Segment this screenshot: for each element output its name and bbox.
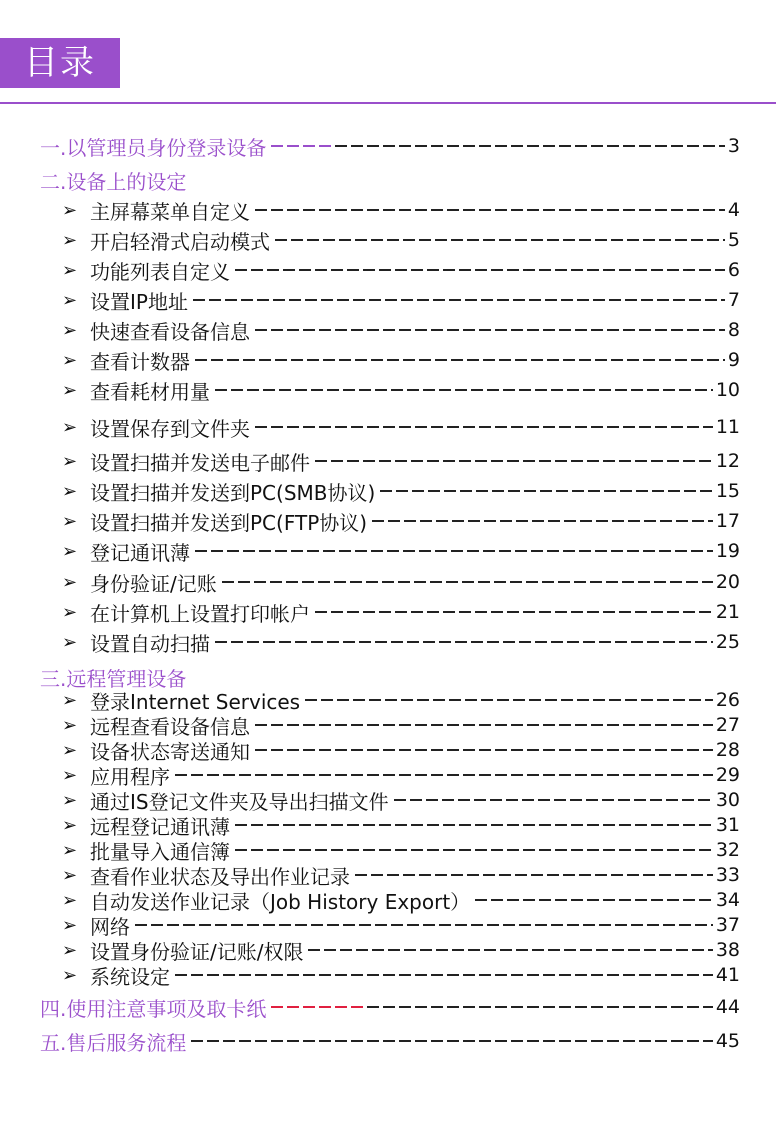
arrow-bullet-icon: ➢ (62, 319, 78, 341)
dotted-leader (315, 611, 713, 613)
page-number: 33 (715, 864, 740, 886)
toc-item[interactable] (0, 317, 740, 343)
dotted-leader (215, 641, 713, 643)
arrow-bullet-icon: ➢ (62, 889, 78, 911)
toc-item[interactable] (0, 762, 740, 788)
page-title: 目录 (0, 38, 120, 88)
toc-item[interactable] (0, 862, 740, 888)
toc-label: 设置自动扫描 (90, 631, 210, 656)
page-number: 6 (727, 259, 740, 281)
arrow-bullet-icon: ➢ (62, 450, 78, 472)
toc-item[interactable] (0, 629, 740, 655)
dotted-leader (215, 389, 713, 391)
toc-item[interactable] (0, 937, 740, 963)
toc-section[interactable] (0, 167, 740, 193)
dotted-leader (475, 899, 713, 901)
dotted-leader (191, 1040, 712, 1042)
toc-item[interactable] (0, 414, 740, 440)
arrow-bullet-icon: ➢ (62, 510, 78, 532)
toc-item[interactable] (0, 448, 740, 474)
dotted-leader (235, 269, 725, 271)
page-number: 10 (715, 379, 740, 401)
toc-label: 设备上的设定 (66, 169, 187, 194)
dotted-leader (255, 724, 713, 726)
page-number: 31 (715, 814, 740, 836)
page-number: 12 (715, 450, 740, 472)
arrow-bullet-icon: ➢ (62, 739, 78, 761)
toc-label: 快速查看设备信息 (90, 319, 250, 344)
toc-label: 设置扫描并发送到PC(SMB协议) (90, 480, 376, 505)
page-number: 5 (727, 229, 740, 251)
toc-item[interactable] (0, 377, 740, 403)
toc-label: 查看计数器 (90, 349, 190, 374)
dotted-leader (235, 849, 713, 851)
toc-label: 设备状态寄送通知 (90, 739, 250, 764)
page-number: 9 (727, 349, 740, 371)
page-number: 29 (715, 764, 740, 786)
dotted-leader (394, 799, 713, 801)
dotted-leader (255, 426, 713, 428)
arrow-bullet-icon: ➢ (62, 789, 78, 811)
toc-section[interactable] (0, 1028, 740, 1054)
toc-label: 远程查看设备信息 (90, 714, 250, 739)
toc-item[interactable] (0, 287, 740, 313)
page-number: 15 (715, 480, 740, 502)
dotted-leader (271, 145, 725, 147)
page-number: 17 (715, 510, 740, 532)
toc-item[interactable] (0, 887, 740, 913)
toc-item[interactable] (0, 508, 740, 534)
arrow-bullet-icon: ➢ (62, 939, 78, 961)
arrow-bullet-icon: ➢ (62, 540, 78, 562)
toc-item[interactable] (0, 347, 740, 373)
page-number: 27 (715, 714, 740, 736)
toc-label: 主屏幕菜单自定义 (90, 199, 250, 224)
page-number: 8 (727, 319, 740, 341)
toc-item[interactable] (0, 569, 740, 595)
page-number: 34 (715, 889, 740, 911)
toc-item[interactable] (0, 837, 740, 863)
toc-item[interactable] (0, 962, 740, 988)
arrow-bullet-icon: ➢ (62, 229, 78, 251)
dotted-leader (271, 1006, 712, 1008)
page-number: 19 (715, 540, 740, 562)
page-number: 20 (715, 571, 740, 593)
page-number: 21 (715, 601, 740, 623)
toc-label: 设置扫描并发送电子邮件 (90, 450, 310, 475)
page-number: 28 (715, 739, 740, 761)
title-divider (0, 102, 776, 104)
toc-label: 应用程序 (90, 764, 170, 789)
toc-label: 查看作业状态及导出作业记录 (90, 864, 350, 889)
page-number: 37 (715, 914, 740, 936)
section-number: 二. (40, 169, 67, 194)
toc-item[interactable] (0, 197, 740, 223)
page-number: 7 (727, 289, 740, 311)
dotted-leader (193, 299, 725, 301)
toc-label: 登记通讯薄 (90, 540, 190, 565)
arrow-bullet-icon: ➢ (62, 480, 78, 502)
dotted-leader (255, 209, 725, 211)
toc-label: 以管理员身份登录设备 (66, 135, 267, 160)
dotted-leader (195, 359, 725, 361)
arrow-bullet-icon: ➢ (62, 199, 78, 221)
toc-section[interactable] (0, 994, 740, 1020)
toc-label: 售后服务流程 (66, 1030, 187, 1055)
leader-accent (271, 1006, 367, 1008)
toc-section[interactable] (0, 133, 740, 159)
toc-item[interactable] (0, 257, 740, 283)
toc-item[interactable] (0, 912, 740, 938)
dotted-leader (175, 974, 713, 976)
dotted-leader (355, 874, 713, 876)
dotted-leader (255, 749, 713, 751)
dotted-leader (380, 490, 713, 492)
toc-label: 在计算机上设置打印帐户 (90, 601, 310, 626)
toc-label: 远程登记通讯薄 (90, 814, 230, 839)
toc-label: 登录Internet Services (90, 689, 301, 714)
arrow-bullet-icon: ➢ (62, 379, 78, 401)
toc-label: 自动发送作业记录（Job History Export） (90, 889, 471, 914)
arrow-bullet-icon: ➢ (62, 864, 78, 886)
toc-label: 设置保存到文件夹 (90, 416, 250, 441)
arrow-bullet-icon: ➢ (62, 571, 78, 593)
section-number: 一. (40, 135, 67, 160)
arrow-bullet-icon: ➢ (62, 349, 78, 371)
arrow-bullet-icon: ➢ (62, 964, 78, 986)
section-number: 四. (40, 996, 67, 1021)
arrow-bullet-icon: ➢ (62, 289, 78, 311)
page-number: 11 (715, 416, 740, 438)
page-number: 45 (715, 1030, 740, 1052)
dotted-leader (255, 329, 725, 331)
toc-label: 设置身份验证/记账/权限 (90, 939, 304, 964)
toc-label: 批量导入通信簿 (90, 839, 230, 864)
toc-label: 功能列表自定义 (90, 259, 230, 284)
dotted-leader (275, 239, 725, 241)
toc-label: 设置扫描并发送到PC(FTP协议) (90, 510, 368, 535)
toc-item[interactable] (0, 787, 740, 813)
toc-item[interactable] (0, 599, 740, 625)
toc-label: 设置IP地址 (90, 289, 188, 314)
toc-item[interactable] (0, 737, 740, 763)
dotted-leader (308, 949, 712, 951)
arrow-bullet-icon: ➢ (62, 764, 78, 786)
dotted-leader (195, 550, 713, 552)
arrow-bullet-icon: ➢ (62, 914, 78, 936)
arrow-bullet-icon: ➢ (62, 814, 78, 836)
toc-label: 开启轻滑式启动模式 (90, 229, 270, 254)
section-number: 三. (40, 666, 67, 691)
toc-label: 使用注意事项及取卡纸 (66, 996, 267, 1021)
toc-label: 身份验证/记账 (90, 571, 217, 596)
dotted-leader (315, 460, 713, 462)
arrow-bullet-icon: ➢ (62, 259, 78, 281)
toc-item[interactable] (0, 478, 740, 504)
toc-item[interactable] (0, 227, 740, 253)
dotted-leader (175, 774, 713, 776)
page-number: 25 (715, 631, 740, 653)
page-number: 41 (715, 964, 740, 986)
arrow-bullet-icon: ➢ (62, 416, 78, 438)
arrow-bullet-icon: ➢ (62, 601, 78, 623)
dotted-leader (135, 924, 713, 926)
page-number: 44 (715, 996, 740, 1018)
toc-item[interactable] (0, 538, 740, 564)
toc-item[interactable] (0, 712, 740, 738)
leader-accent (271, 145, 335, 147)
dotted-leader (235, 824, 713, 826)
page-number: 32 (715, 839, 740, 861)
arrow-bullet-icon: ➢ (62, 631, 78, 653)
page-number: 38 (715, 939, 740, 961)
toc-label: 网络 (90, 914, 130, 939)
toc-item[interactable] (0, 812, 740, 838)
page-number: 3 (727, 135, 740, 157)
arrow-bullet-icon: ➢ (62, 689, 78, 711)
page-number: 4 (727, 199, 740, 221)
toc-label: 通过IS登记文件夹及导出扫描文件 (90, 789, 389, 814)
toc-label: 查看耗材用量 (90, 379, 210, 404)
page-number: 26 (715, 689, 740, 711)
dotted-leader (222, 581, 713, 583)
toc-label: 远程管理设备 (66, 666, 187, 691)
toc-item[interactable] (0, 687, 740, 713)
toc-label: 系统设定 (90, 964, 170, 989)
arrow-bullet-icon: ➢ (62, 839, 78, 861)
dotted-leader (305, 699, 713, 701)
page-number: 30 (715, 789, 740, 811)
section-number: 五. (40, 1030, 67, 1055)
arrow-bullet-icon: ➢ (62, 714, 78, 736)
dotted-leader (372, 520, 713, 522)
